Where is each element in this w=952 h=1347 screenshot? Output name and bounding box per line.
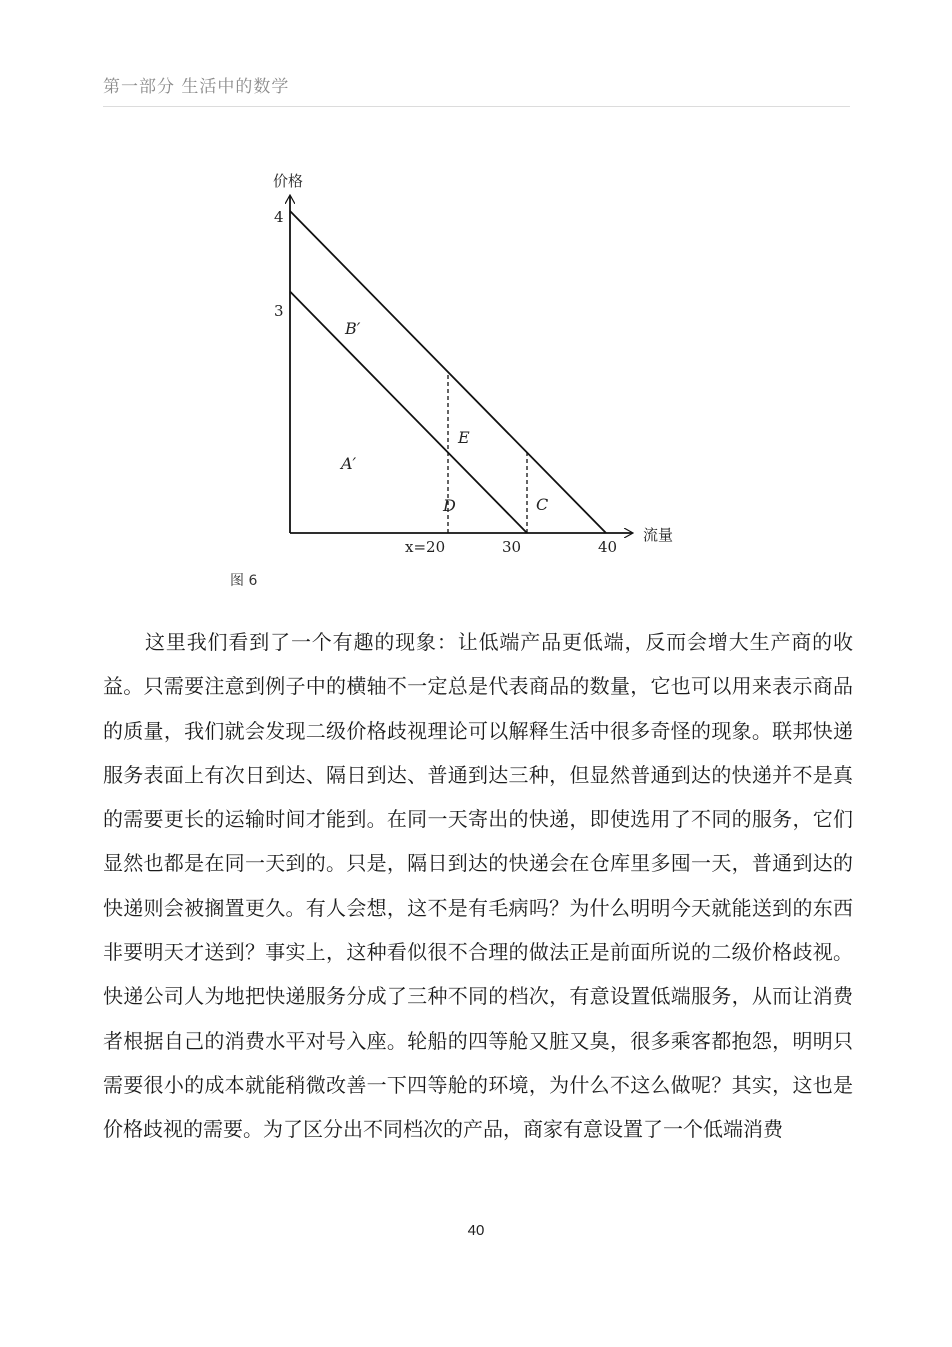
region-label-b: B′ xyxy=(345,319,361,338)
y-tick-3: 3 xyxy=(274,302,284,320)
demand-diagram xyxy=(0,0,952,600)
figure xyxy=(0,0,952,600)
x-tick-30: 30 xyxy=(502,538,522,556)
figure-caption: 图 6 xyxy=(230,573,258,589)
page-number: 40 xyxy=(467,1222,485,1239)
region-label-d: D xyxy=(443,496,456,515)
running-head: 第一部分 生活中的数学 xyxy=(103,77,290,97)
y-axis-label: 价格 xyxy=(273,172,304,190)
region-label-e: E xyxy=(458,428,470,447)
y-tick-4: 4 xyxy=(274,208,284,226)
series-line-2 xyxy=(290,292,527,534)
x-tick-20: x=20 xyxy=(405,538,446,556)
x-axis-label: 流量 xyxy=(643,526,674,544)
x-tick-40: 40 xyxy=(598,538,618,556)
region-label-a: A′ xyxy=(341,454,357,473)
body-paragraph: 这里我们看到了一个有趣的现象：让低端产品更低端，反而会增大生产商的收益。只需要注意到例子中的横轴不一定总是代表商品的数量，它也可以用来表示商品的质量，我们就会发现二级价格歧视理论可以解释生活中很多奇怪的现象。联邦快递服务表面上有次日到达、隔日到达、普通到达三种，但显然普通到达的快递并不是真的需要更长的运输时间才能到。在同一天寄出的快递，即使选用了不同的服务，它们显然也都是在同一天到的。只是，隔日到达的快递会在仓库里多囤一天，普通到达的快递则会被搁置更久。有人会想，这不是有毛病吗？为什么明明今天就能送到的东西非要明天才送到？事实上，这种看似很不合理的做法正是前面所说的二级价格歧视。快递公司人为地把快递服务分成了三种不同的档次，有意设置低端服务，从而让消费者根据自己的消费水平对号入座。轮船的四等舱又脏又臭，很多乘客都抱怨，明明只需要很小的成本就能稍微改善一下四等舱的环境，为什么不这么做呢？其实，这也是价格歧视的需要。为了区分出不同档次的产品，商家有意设置了一个低端消费 xyxy=(103,630,853,1142)
region-label-c: C xyxy=(536,495,549,514)
